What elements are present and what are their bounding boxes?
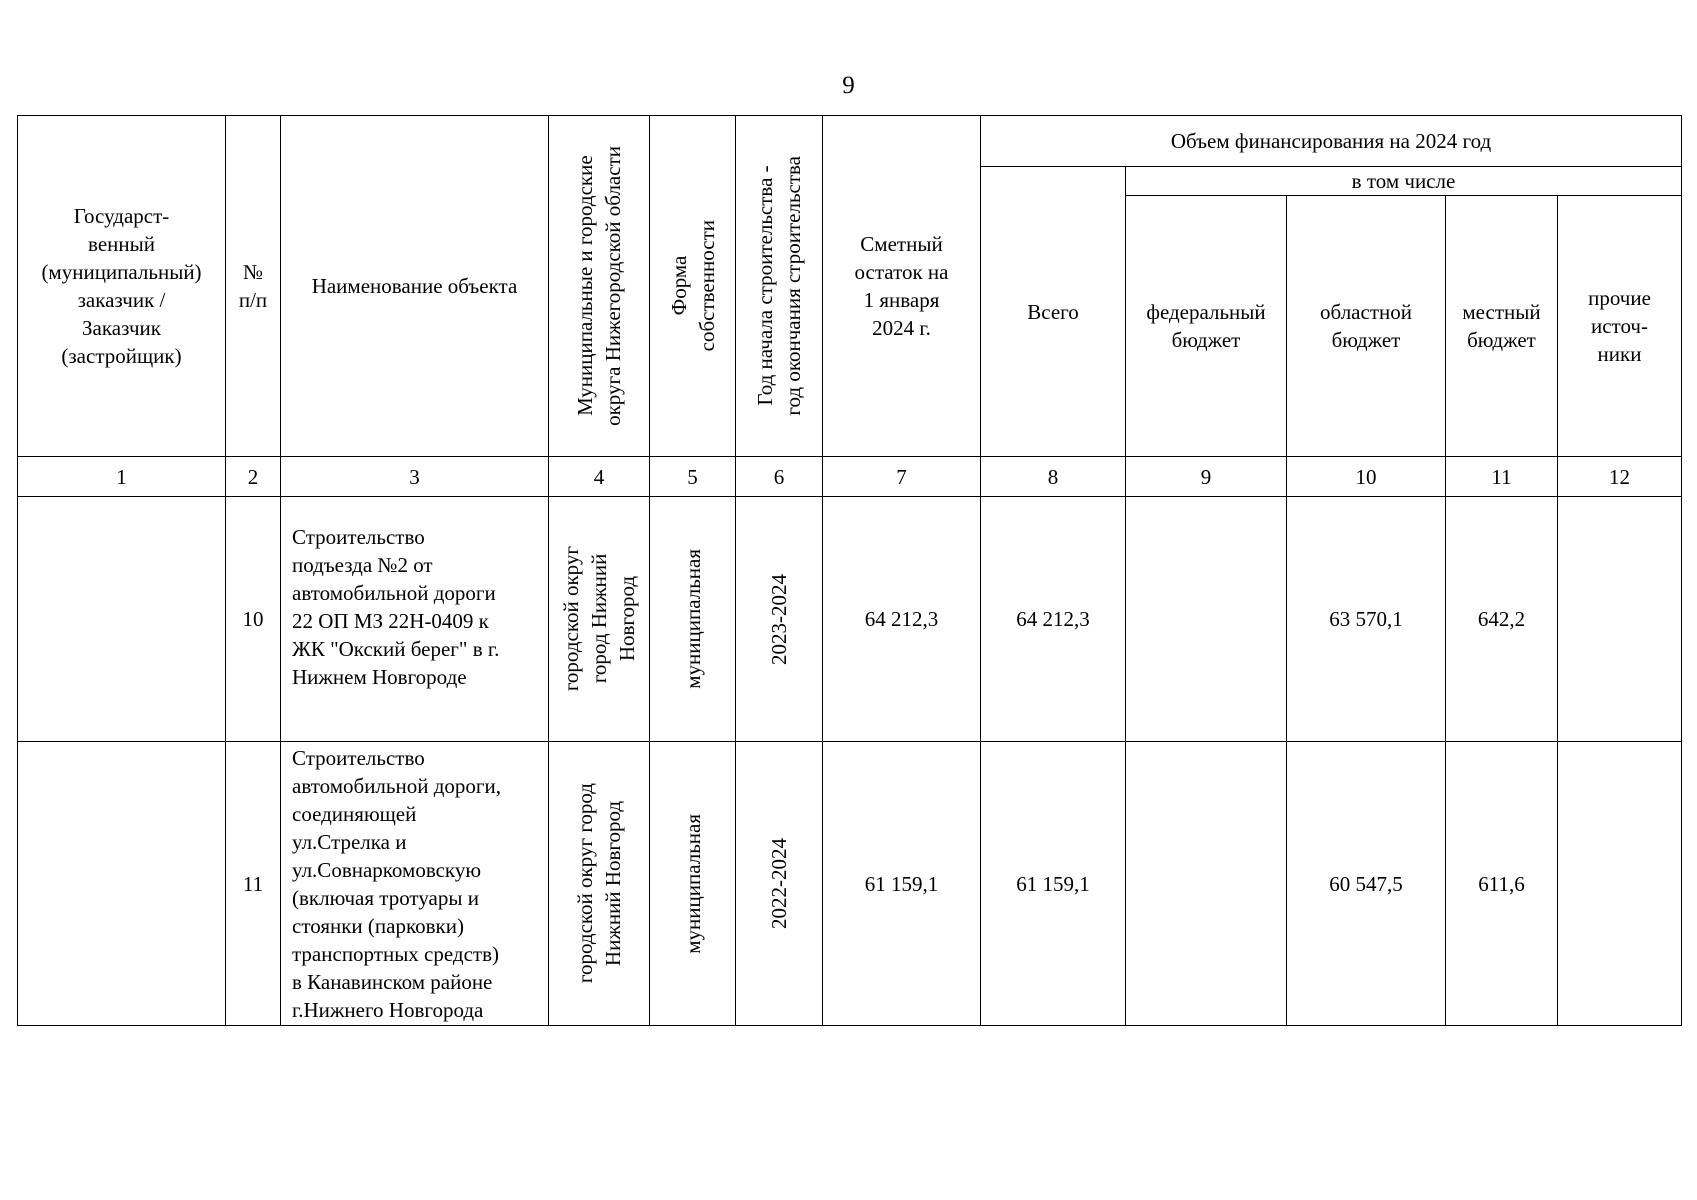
header-including: в том числе <box>1126 167 1682 196</box>
cell-local: 642,2 <box>1446 497 1558 742</box>
cell-customer <box>18 497 226 742</box>
header-total: Всего <box>981 167 1126 457</box>
cell-ownership: муниципальная <box>650 742 736 1026</box>
cell-estimate-remainder: 64 212,3 <box>823 497 981 742</box>
cell-object-name: Строительство подъезда №2 от автомобильной дороги 22 ОП МЗ 22Н-0409 к ЖК "Окский берег" в г. Нижнем Новгороде <box>281 497 549 742</box>
cell-total: 64 212,3 <box>981 497 1126 742</box>
column-number: 9 <box>1126 457 1287 497</box>
column-number: 4 <box>549 457 650 497</box>
header-other: прочие источ- ники <box>1558 196 1682 457</box>
header-funding-group: Объем финансирования на 2024 год <box>981 116 1682 167</box>
table-row <box>18 742 1682 1026</box>
cell-object-name: Строительство автомобильной дороги, соединяющей ул.Стрелка и ул.Совнаркомовскую (включая тротуары и стоянки (парковки) транспортных средств) в Канавинском районе г.Нижнего Новгорода <box>281 742 549 1026</box>
header-estimate-remainder: Сметный остаток на 1 января 2024 г. <box>823 116 981 457</box>
column-number: 2 <box>226 457 281 497</box>
column-number: 6 <box>736 457 823 497</box>
column-number: 1 <box>18 457 226 497</box>
cell-federal <box>1126 742 1287 1026</box>
header-regional: областной бюджет <box>1287 196 1446 457</box>
column-number: 8 <box>981 457 1126 497</box>
cell-estimate-remainder: 61 159,1 <box>823 742 981 1026</box>
column-numbers-row <box>18 457 1682 497</box>
cell-regional: 63 570,1 <box>1287 497 1446 742</box>
header-municipality: Муниципальные и городские округа Нижегородской области <box>549 116 650 457</box>
cell-municipality: городской округ город Нижний Новгород <box>549 497 650 742</box>
cell-num: 11 <box>226 742 281 1026</box>
header-customer: Государст- венный (муниципальный) заказчик / Заказчик (застройщик) <box>18 116 226 457</box>
header-num: № п/п <box>226 116 281 457</box>
column-number: 7 <box>823 457 981 497</box>
column-number: 11 <box>1446 457 1558 497</box>
header-years: Год начала строительства - год окончания строительства <box>736 116 823 457</box>
cell-customer <box>18 742 226 1026</box>
financing-table <box>17 115 1682 1026</box>
cell-years: 2022-2024 <box>736 742 823 1026</box>
header-federal: федеральный бюджет <box>1126 196 1287 457</box>
cell-years: 2023-2024 <box>736 497 823 742</box>
column-number: 10 <box>1287 457 1446 497</box>
cell-ownership: муниципальная <box>650 497 736 742</box>
cell-other <box>1558 742 1682 1026</box>
header-ownership: Форма собственности <box>650 116 736 457</box>
table-row <box>18 497 1682 742</box>
page-number: 9 <box>842 72 855 99</box>
cell-num: 10 <box>226 497 281 742</box>
cell-municipality: городской округ город Нижний Новгород <box>549 742 650 1026</box>
cell-local: 611,6 <box>1446 742 1558 1026</box>
column-number: 3 <box>281 457 549 497</box>
header-local: местный бюджет <box>1446 196 1558 457</box>
header-row-top <box>18 116 1682 167</box>
header-object-name: Наименование объекта <box>281 116 549 457</box>
column-number: 5 <box>650 457 736 497</box>
cell-total: 61 159,1 <box>981 742 1126 1026</box>
cell-federal <box>1126 497 1287 742</box>
cell-other <box>1558 497 1682 742</box>
column-number: 12 <box>1558 457 1682 497</box>
cell-regional: 60 547,5 <box>1287 742 1446 1026</box>
